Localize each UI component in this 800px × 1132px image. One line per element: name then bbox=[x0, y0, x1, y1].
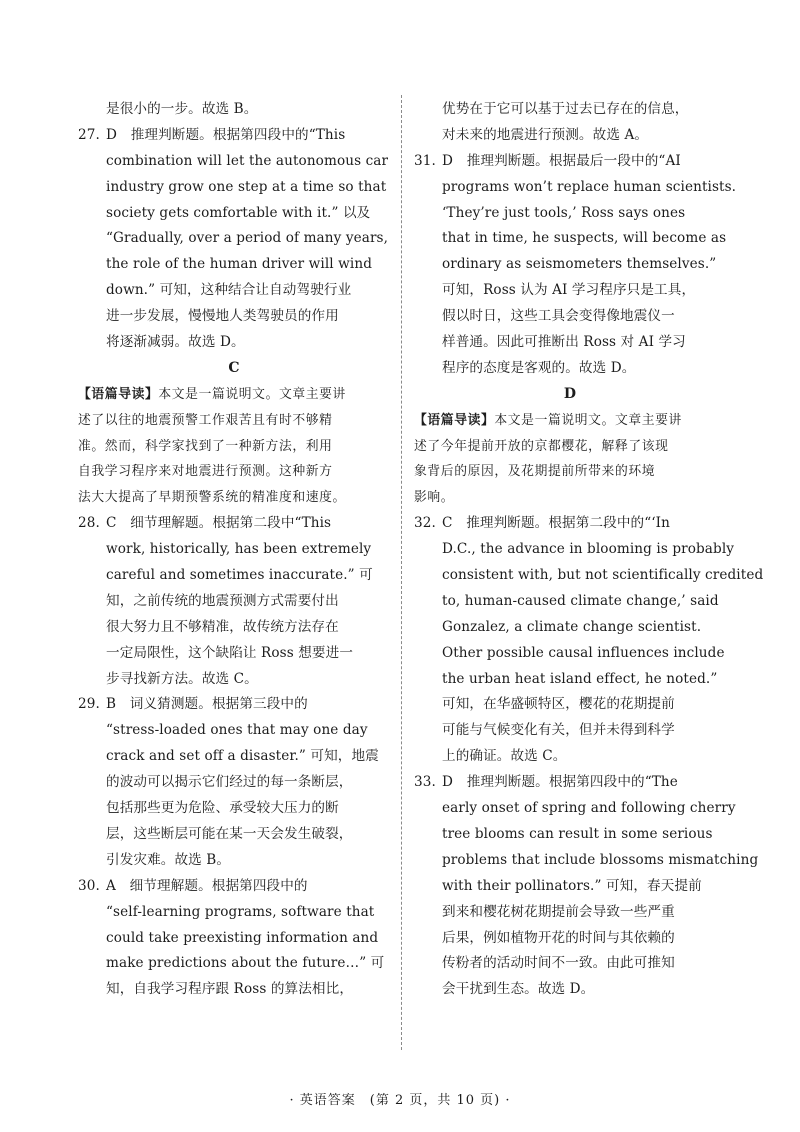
answer-line: 进一步发展，慢慢地人类驾驶员的作用 bbox=[106, 308, 339, 325]
answer-line: 传粉者的活动时间不一致。由此可推知 bbox=[442, 955, 675, 972]
answer-line: crack and set off a disaster.” 可知，地震 bbox=[106, 748, 379, 765]
answer-line: society gets comfortable with it.” 以及 bbox=[106, 204, 371, 221]
answer-line: consistent with, but not scientifically credited bbox=[442, 567, 764, 584]
question-number: 28. bbox=[78, 515, 100, 532]
section-heading-c: C bbox=[228, 359, 240, 376]
answer-line: C 推理判断题。根据第二段中的“‘In bbox=[442, 515, 671, 532]
answer-28 bbox=[78, 511, 390, 692]
question-number: 29. bbox=[78, 696, 100, 713]
answer-line: down.” 可知，这种结合让自动驾驶行业 bbox=[106, 282, 352, 299]
answer-line: tree blooms can result in some serious bbox=[442, 825, 713, 842]
passage-guide-c bbox=[78, 382, 390, 511]
answer-line: ‘They’re just tools,’ Ross says ones bbox=[442, 204, 686, 221]
answer-line: 上的确证。故选 C。 bbox=[442, 748, 567, 765]
answer-line: 引发灾难。故选 B。 bbox=[106, 851, 231, 868]
answer-line: 可知，Ross 认为 AI 学习程序只是工具， bbox=[442, 282, 696, 299]
guide-line: 本文是一篇说明文。文章主要讲 bbox=[158, 386, 346, 402]
answer-line: D 推理判断题。根据最后一段中的“AI bbox=[442, 152, 681, 169]
guide-line: 影响。 bbox=[414, 490, 455, 506]
answer-line: “self-learning programs, software that bbox=[106, 903, 375, 920]
question-number: 32. bbox=[414, 515, 436, 532]
answer-line: could take preexisting information and bbox=[106, 929, 379, 946]
answer-line: 很大努力且不够精准，故传统方法存在 bbox=[106, 618, 339, 635]
answer-line: 一定局限性，这个缺陷让 Ross 想要进一 bbox=[106, 644, 354, 661]
guide-line: 准。然而，科学家找到了一种新方法，利用 bbox=[78, 438, 333, 454]
answer-line: 可能与气候变化有关，但并未得到科学 bbox=[442, 722, 675, 739]
answer-line: make predictions about the future…” 可 bbox=[106, 955, 385, 972]
answer-line: “Gradually, over a period of many years, bbox=[106, 230, 389, 247]
answer-line: Gonzalez, a climate change scientist. bbox=[442, 618, 702, 635]
answer-line: 知，之前传统的地震预测方式需要付出 bbox=[106, 592, 339, 609]
answer-line: problems that include blossoms mismatching bbox=[442, 851, 759, 868]
guide-line: 自我学习程序来对地震进行预测。这种新方 bbox=[78, 464, 333, 480]
answer-line: industry grow one step at a time so that bbox=[106, 178, 387, 195]
answer-line: B 词义猜测题。根据第三段中的 bbox=[106, 696, 308, 713]
answer-line: 程序的态度是客观的。故选 D。 bbox=[442, 359, 636, 376]
answer-line: 将逐渐减弱。故选 D。 bbox=[106, 334, 245, 351]
guide-line: 述了以往的地震预警工作艰苦且有时不够精 bbox=[78, 412, 333, 428]
guide-line: 述了今年提前开放的京都樱花，解释了该现 bbox=[414, 438, 669, 454]
answer-line: careful and sometimes inaccurate.” 可 bbox=[106, 567, 373, 584]
guide-line: 本文是一篇说明文。文章主要讲 bbox=[494, 412, 682, 428]
answer-33 bbox=[414, 770, 759, 1003]
answer-line: 样普通。因此可推断出 Ross 对 AI 学习 bbox=[442, 334, 686, 351]
answer-line: C 细节理解题。根据第二段中“This bbox=[106, 515, 332, 532]
answer-line: early onset of spring and following cherry bbox=[442, 800, 736, 817]
answer-line: 假以时日，这些工具会变得像地震仪一 bbox=[442, 308, 675, 325]
answer-31 bbox=[414, 149, 737, 382]
guide-tag: 【语篇导读】 bbox=[78, 386, 159, 402]
answer-line: the urban heat island effect, he noted.” bbox=[442, 670, 718, 687]
column-divider bbox=[401, 95, 402, 1050]
answer-line: 后果，例如植物开花的时间与其依赖的 bbox=[442, 929, 675, 946]
answer-line: combination will let the autonomous car bbox=[106, 152, 389, 169]
answer-29 bbox=[78, 692, 390, 873]
guide-line: 法大大提高了早期预警系统的精准度和速度。 bbox=[78, 490, 346, 506]
answer-line: that in time, he suspects, will become as bbox=[442, 230, 727, 247]
answer-line: programs won’t replace human scientists. bbox=[442, 178, 737, 195]
answer-27 bbox=[78, 123, 390, 356]
answer-line: “stress-loaded ones that may one day bbox=[106, 722, 368, 739]
answer-line: 的波动可以揭示它们经过的每一条断层， bbox=[106, 774, 353, 791]
question-number: 27. bbox=[78, 126, 100, 143]
answer-line: 会干扰到生态。故选 D。 bbox=[442, 981, 595, 998]
answer-line: D.C., the advance in blooming is probably bbox=[442, 541, 735, 558]
section-heading-d: D bbox=[563, 385, 577, 402]
q30-continuation: 优势在于它可以基于过去已存在的信息， bbox=[442, 101, 689, 117]
passage-guide-d bbox=[414, 408, 726, 512]
answer-line: work, historically, has been extremely bbox=[106, 541, 372, 558]
answer-line: D 推理判断题。根据第四段中的“The bbox=[442, 774, 678, 791]
answer-line: 层，这些断层可能在某一天会发生破裂， bbox=[106, 825, 353, 842]
answer-line: the role of the human driver will wind bbox=[106, 256, 373, 273]
question-number: 31. bbox=[414, 152, 436, 169]
answer-line: 包括那些更为危险、承受较大压力的断 bbox=[106, 800, 339, 817]
answer-32 bbox=[414, 511, 764, 770]
answer-line: Other possible causal influences include bbox=[442, 644, 725, 661]
answer-line: with their pollinators.” 可知，春天提前 bbox=[442, 877, 702, 894]
q30-continuation: 对未来的地震进行预测。故选 A。 bbox=[442, 126, 649, 143]
page-footer: · 英语答案 (第 2 页，共 10 页) · bbox=[289, 1093, 511, 1108]
answer-line: 步寻找新方法。故选 C。 bbox=[106, 670, 258, 687]
question-number: 30. bbox=[78, 877, 100, 894]
question-number: 33. bbox=[414, 774, 436, 791]
left-column bbox=[78, 97, 390, 1003]
answer-line: ordinary as seismometers themselves.” bbox=[442, 256, 717, 273]
answer-line: to, human-caused climate change,’ said bbox=[442, 592, 719, 609]
answer-30 bbox=[78, 874, 390, 1003]
answer-line: D 推理判断题。根据第四段中的“This bbox=[106, 126, 346, 143]
answer-line: A 细节理解题。根据第四段中的 bbox=[106, 877, 308, 894]
answer-line: 可知，在华盛顿特区，樱花的花期提前 bbox=[442, 696, 675, 713]
right-column bbox=[414, 97, 764, 1003]
q26-continuation: 是很小的一步。故选 B。 bbox=[106, 101, 258, 117]
guide-tag: 【语篇导读】 bbox=[414, 412, 495, 428]
answer-line: 知，自我学习程序跟 Ross 的算法相比， bbox=[106, 981, 354, 998]
answer-line: 到来和樱花树花期提前会导致一些严重 bbox=[442, 903, 675, 920]
guide-line: 象背后的原因，及花期提前所带来的环境 bbox=[414, 464, 656, 480]
